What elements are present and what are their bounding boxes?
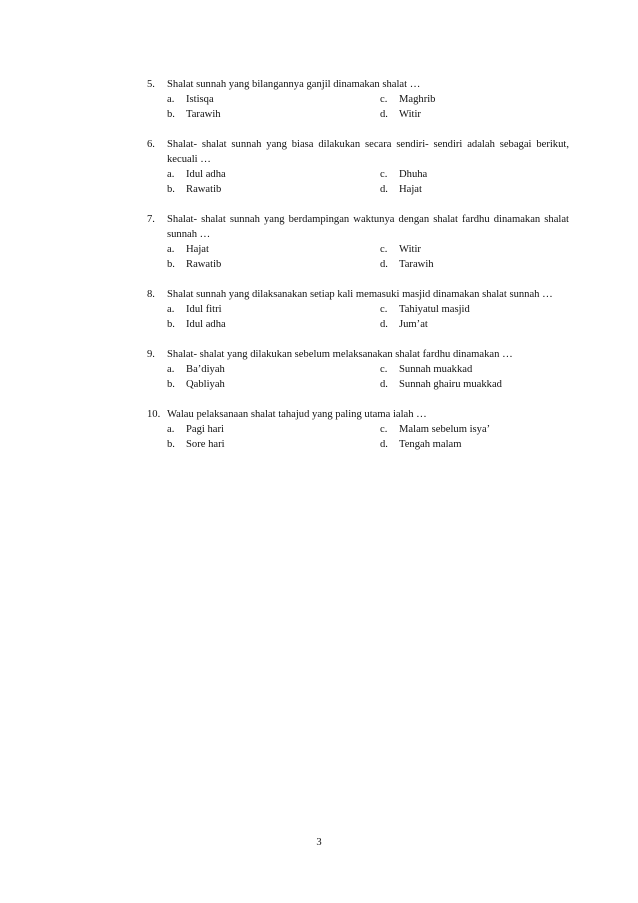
question-text: Walau pelaksanaan shalat tahajud yang paling utama ialah … xyxy=(167,409,427,420)
option-text: Idul fitri xyxy=(186,304,222,315)
option-text: Hajat xyxy=(399,184,422,195)
answer-options xyxy=(167,242,569,272)
option-text: Idul adha xyxy=(186,169,226,180)
option-text: Witir xyxy=(399,244,421,255)
answer-option xyxy=(167,107,380,122)
answer-options xyxy=(167,92,569,122)
option-text: Sunnah muakkad xyxy=(399,364,473,375)
option-letter: c. xyxy=(380,424,388,435)
answer-option xyxy=(167,242,380,257)
question-list xyxy=(147,77,569,467)
question-text: Shalat sunnah yang dilaksanakan setiap kali memasuki masjid dinamakan shalat sunnah … xyxy=(167,289,553,300)
option-letter: a. xyxy=(167,169,175,180)
option-letter: b. xyxy=(167,184,175,195)
option-text: Hajat xyxy=(186,244,209,255)
page-number: 3 xyxy=(316,837,322,848)
question-number: 10. xyxy=(147,409,161,420)
option-text: Rawatib xyxy=(186,184,222,195)
option-letter: d. xyxy=(380,259,388,270)
option-text: Dhuha xyxy=(399,169,428,180)
answer-option xyxy=(167,377,380,392)
answer-option xyxy=(380,302,569,317)
option-letter: b. xyxy=(167,319,175,330)
option-letter: b. xyxy=(167,439,175,450)
question-number: 7. xyxy=(147,214,155,225)
answer-option xyxy=(380,107,569,122)
answer-option xyxy=(167,182,380,197)
question-item xyxy=(147,77,569,122)
option-text: Ba’diyah xyxy=(186,364,225,375)
option-letter: c. xyxy=(380,94,388,105)
question-text: Shalat- shalat sunnah yang berdampingan waktunya dengan shalat fardhu dinamakan shalat sunnah … xyxy=(167,214,569,240)
answer-option xyxy=(167,92,380,107)
option-text: Istisqa xyxy=(186,94,214,105)
answer-option xyxy=(380,242,569,257)
answer-option xyxy=(380,377,569,392)
option-letter: b. xyxy=(167,109,175,120)
option-letter: c. xyxy=(380,244,388,255)
option-text: Idul adha xyxy=(186,319,226,330)
option-text: Rawatib xyxy=(186,259,222,270)
answer-option xyxy=(380,317,569,332)
answer-options xyxy=(167,422,569,452)
option-letter: b. xyxy=(167,379,175,390)
answer-option xyxy=(167,362,380,377)
option-letter: d. xyxy=(380,439,388,450)
option-text: Sunnah ghairu muakkad xyxy=(399,379,502,390)
answer-options xyxy=(167,362,569,392)
answer-option xyxy=(380,167,569,182)
option-letter: b. xyxy=(167,259,175,270)
question-item xyxy=(147,347,569,392)
option-letter: a. xyxy=(167,244,175,255)
option-letter: d. xyxy=(380,109,388,120)
answer-option xyxy=(380,257,569,272)
option-text: Witir xyxy=(399,109,421,120)
question-text: Shalat- shalat sunnah yang biasa dilakukan secara sendiri- sendiri adalah sebagai berikut, kecuali … xyxy=(167,139,569,165)
option-letter: d. xyxy=(380,184,388,195)
question-number: 8. xyxy=(147,289,155,300)
question-number: 6. xyxy=(147,139,155,150)
option-letter: a. xyxy=(167,94,175,105)
question-text: Shalat sunnah yang bilangannya ganjil dinamakan shalat … xyxy=(167,79,421,90)
answer-option xyxy=(380,362,569,377)
question-number: 9. xyxy=(147,349,155,360)
question-item xyxy=(147,407,569,452)
answer-option xyxy=(167,437,380,452)
answer-options xyxy=(167,302,569,332)
option-text: Jum’at xyxy=(399,319,428,330)
option-text: Pagi hari xyxy=(186,424,224,435)
option-text: Qabliyah xyxy=(186,379,225,390)
option-letter: a. xyxy=(167,424,175,435)
option-text: Malam sebelum isya’ xyxy=(399,424,491,435)
question-number: 5. xyxy=(147,79,155,90)
question-text: Shalat- shalat yang dilakukan sebelum melaksanakan shalat fardhu dinamakan … xyxy=(167,349,513,360)
option-letter: c. xyxy=(380,304,388,315)
option-letter: c. xyxy=(380,169,388,180)
answer-option xyxy=(167,167,380,182)
option-text: Tengah malam xyxy=(399,439,462,450)
option-letter: c. xyxy=(380,364,388,375)
option-text: Tahiyatul masjid xyxy=(399,304,470,315)
answer-option xyxy=(380,182,569,197)
question-item xyxy=(147,287,569,332)
answer-option xyxy=(167,257,380,272)
answer-option xyxy=(167,302,380,317)
option-letter: a. xyxy=(167,304,175,315)
answer-option xyxy=(380,422,569,437)
option-letter: d. xyxy=(380,319,388,330)
option-text: Tarawih xyxy=(186,109,221,120)
option-letter: a. xyxy=(167,364,175,375)
option-text: Maghrib xyxy=(399,94,436,105)
answer-options xyxy=(167,167,569,197)
answer-option xyxy=(167,317,380,332)
answer-option xyxy=(167,422,380,437)
option-letter: d. xyxy=(380,379,388,390)
answer-option xyxy=(380,437,569,452)
option-text: Sore hari xyxy=(186,439,225,450)
answer-option xyxy=(380,92,569,107)
question-item xyxy=(147,212,569,272)
option-text: Tarawih xyxy=(399,259,434,270)
question-item xyxy=(147,137,569,197)
